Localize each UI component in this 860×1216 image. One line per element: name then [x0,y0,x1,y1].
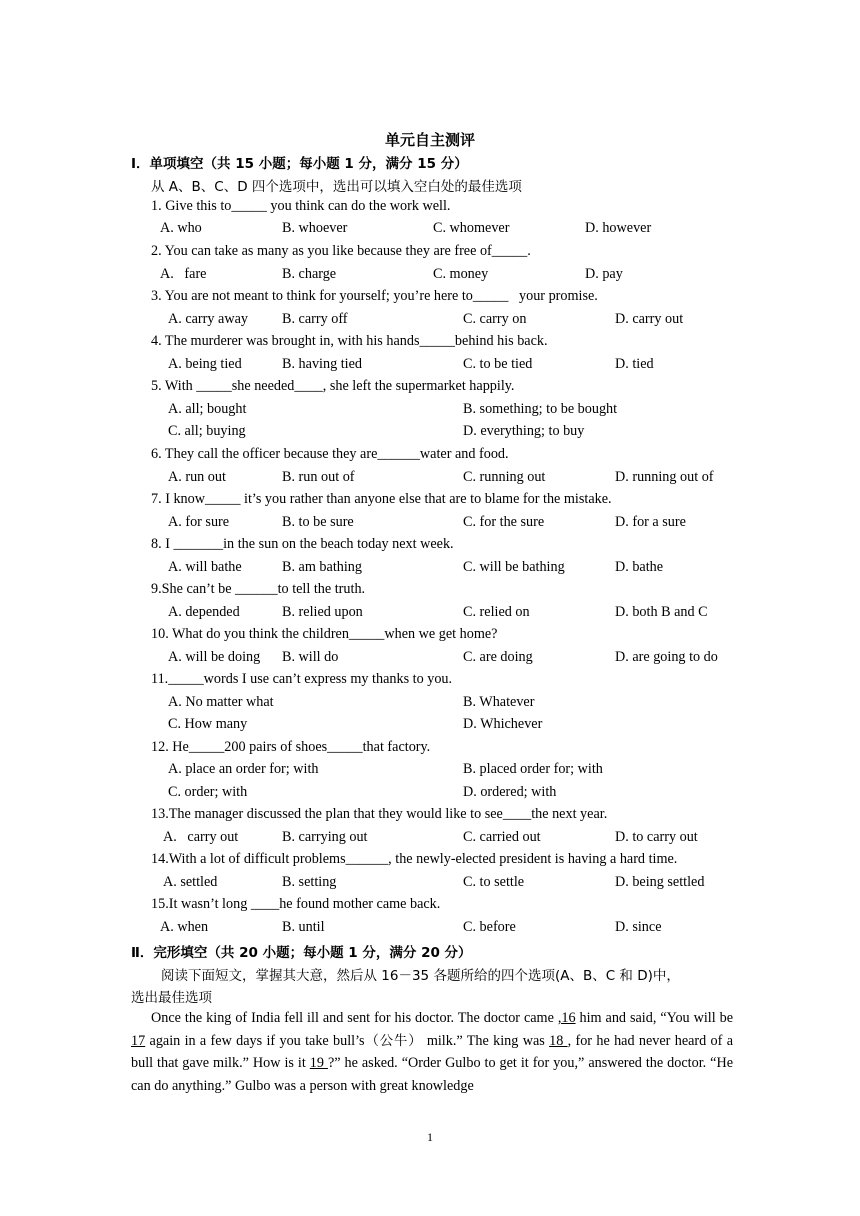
q4-option-b: B. having tied [282,356,362,372]
q15-option-a: A. when [160,919,209,935]
question-7: 7. I know_____ it’s you rather than anyone else that are to blame for the mistake. [151,491,612,507]
cloze-passage [131,1007,733,1097]
q4-option-d: D. tied [615,356,654,372]
q11-option-d: D. Whichever [463,716,543,732]
question-5: 5. With _____she needed____, she left the supermarket happily. [151,378,515,394]
q7-option-b: B. to be sure [282,514,354,530]
q11-option-c: C. How many [168,716,248,732]
q14-option-c: C. to settle [463,874,525,890]
q1-option-c: C. whomever [433,220,510,236]
q15-option-d: D. since [615,919,662,935]
q2-option-c: C. money [433,266,489,282]
q5-option-c: C. all; buying [168,423,246,439]
section-2-instruction-line-1: 阅读下面短文，掌握其大意，然后从 16－35 各题所给的四个选项(A、B、C 和 D)中， [161,968,680,984]
q8-option-d: D. bathe [615,559,664,575]
q7-option-a: A. for sure [168,514,230,530]
question-1: 1. Give this to_____ you think can do the work well. [151,198,451,214]
q8-option-a: A. will bathe [168,559,242,575]
passage-text: ?” he asked. “Order Gulbo to get it for you,” answered the doctor. “He can do anything.” Gulbo was a person with great knowledge [131,1055,734,1094]
section-1-instruction: 从 A、B、C、D 四个选项中，选出可以填入空白处的最佳选项 [151,179,522,195]
q10-option-a: A. will be doing [168,649,261,665]
blank-19: 19 [309,1055,328,1071]
q12-option-d: D. ordered; with [463,784,557,800]
q12-option-b: B. placed order for; with [463,761,603,777]
q9-option-c: C. relied on [463,604,530,620]
q6-option-c: C. running out [463,469,546,485]
page-title: 单元自主测评 [384,131,475,149]
q2-option-d: D. pay [585,266,623,282]
q1-option-d: D. however [585,220,652,236]
q14-option-d: D. being settled [615,874,705,890]
blank-16: ,16 [557,1010,576,1026]
question-3: 3. You are not meant to think for yourself; you’re here to_____ your promise. [151,288,598,304]
passage-text: , for he had never heard of a bull that gave milk.” How is it [131,1032,733,1071]
passage-text: him and said, “You will be [575,1010,733,1026]
q3-option-c: C. carry on [463,311,527,327]
q14-option-b: B. setting [282,874,337,890]
passage-text: again in a few days if you take bull’s [145,1032,365,1049]
q4-option-c: C. to be tied [463,356,533,372]
q9-option-b: B. relied upon [282,604,363,620]
section-2-instruction-line-2: 选出最佳选项 [131,990,212,1006]
blank-17: 17 [131,1032,146,1049]
q9-option-a: A. depended [168,604,240,620]
q5-option-a: A. all; bought [168,401,247,417]
q3-option-b: B. carry off [282,311,348,327]
page-number: 1 [427,1130,433,1144]
question-11: 11._____words I use can’t express my thanks to you. [151,671,453,687]
q15-option-b: B. until [282,919,325,935]
q10-option-d: D. are going to do [615,649,718,665]
q11-option-a: A. No matter what [168,694,274,710]
question-6: 6. They call the officer because they are______water and food. [151,446,509,462]
q7-option-c: C. for the sure [463,514,545,530]
q13-option-c: C. carried out [463,829,541,845]
q5-option-d: D. everything; to buy [463,423,585,439]
q12-option-c: C. order; with [168,784,248,800]
question-10: 10. What do you think the children_____when we get home? [151,626,498,642]
passage-gloss: （公牛） [364,1032,423,1049]
q13-option-d: D. to carry out [615,829,698,845]
q5-option-b: B. something; to be bought [463,401,618,417]
q12-option-a: A. place an order for; with [168,761,319,777]
section-1-heading: Ⅰ．单项填空（共 15 小题；每小题 1 分，满分 15 分） [131,156,468,172]
q10-option-c: C. are doing [463,649,533,665]
question-2: 2. You can take as many as you like because they are free of_____. [151,243,531,259]
q6-option-b: B. run out of [282,469,355,485]
q2-option-a: A. fare [160,266,207,282]
question-13: 13.The manager discussed the plan that they would like to see____the next year. [151,806,608,822]
q9-option-d: D. both B and C [615,604,708,620]
question-15: 15.It wasn’t long ____he found mother came back. [151,896,441,912]
q8-option-c: C. will be bathing [463,559,565,575]
q3-option-d: D. carry out [615,311,684,327]
q7-option-d: D. for a sure [615,514,686,530]
q3-option-a: A. carry away [168,311,248,327]
q1-option-b: B. whoever [282,220,348,236]
passage-text: milk.” The king was [422,1032,550,1049]
section-2-heading: Ⅱ．完形填空（共 20 小题；每小题 1 分，满分 20 分） [131,945,472,961]
question-12: 12. He_____200 pairs of shoes_____that factory. [151,739,431,755]
q10-option-b: B. will do [282,649,339,665]
question-9: 9.She can’t be ______to tell the truth. [151,581,366,597]
question-8: 8. I _______in the sun on the beach today next week. [151,536,454,552]
q4-option-a: A. being tied [168,356,242,372]
q8-option-b: B. am bathing [282,559,362,575]
question-14: 14.With a lot of difficult problems______, the newly-elected president is having a hard time. [151,851,678,867]
passage-text: Once the king of India fell ill and sent for his doctor. The doctor came [151,1010,558,1026]
question-4: 4. The murderer was brought in, with his hands_____behind his back. [151,333,548,349]
q13-option-a: A. carry out [163,829,239,845]
q6-option-a: A. run out [168,469,226,485]
q1-option-a: A. who [160,220,202,236]
q13-option-b: B. carrying out [282,829,368,845]
q6-option-d: D. running out of [615,469,714,485]
q14-option-a: A. settled [163,874,218,890]
q15-option-c: C. before [463,919,516,935]
q2-option-b: B. charge [282,266,337,282]
blank-18: 18 [549,1032,568,1049]
q11-option-b: B. Whatever [463,694,535,710]
